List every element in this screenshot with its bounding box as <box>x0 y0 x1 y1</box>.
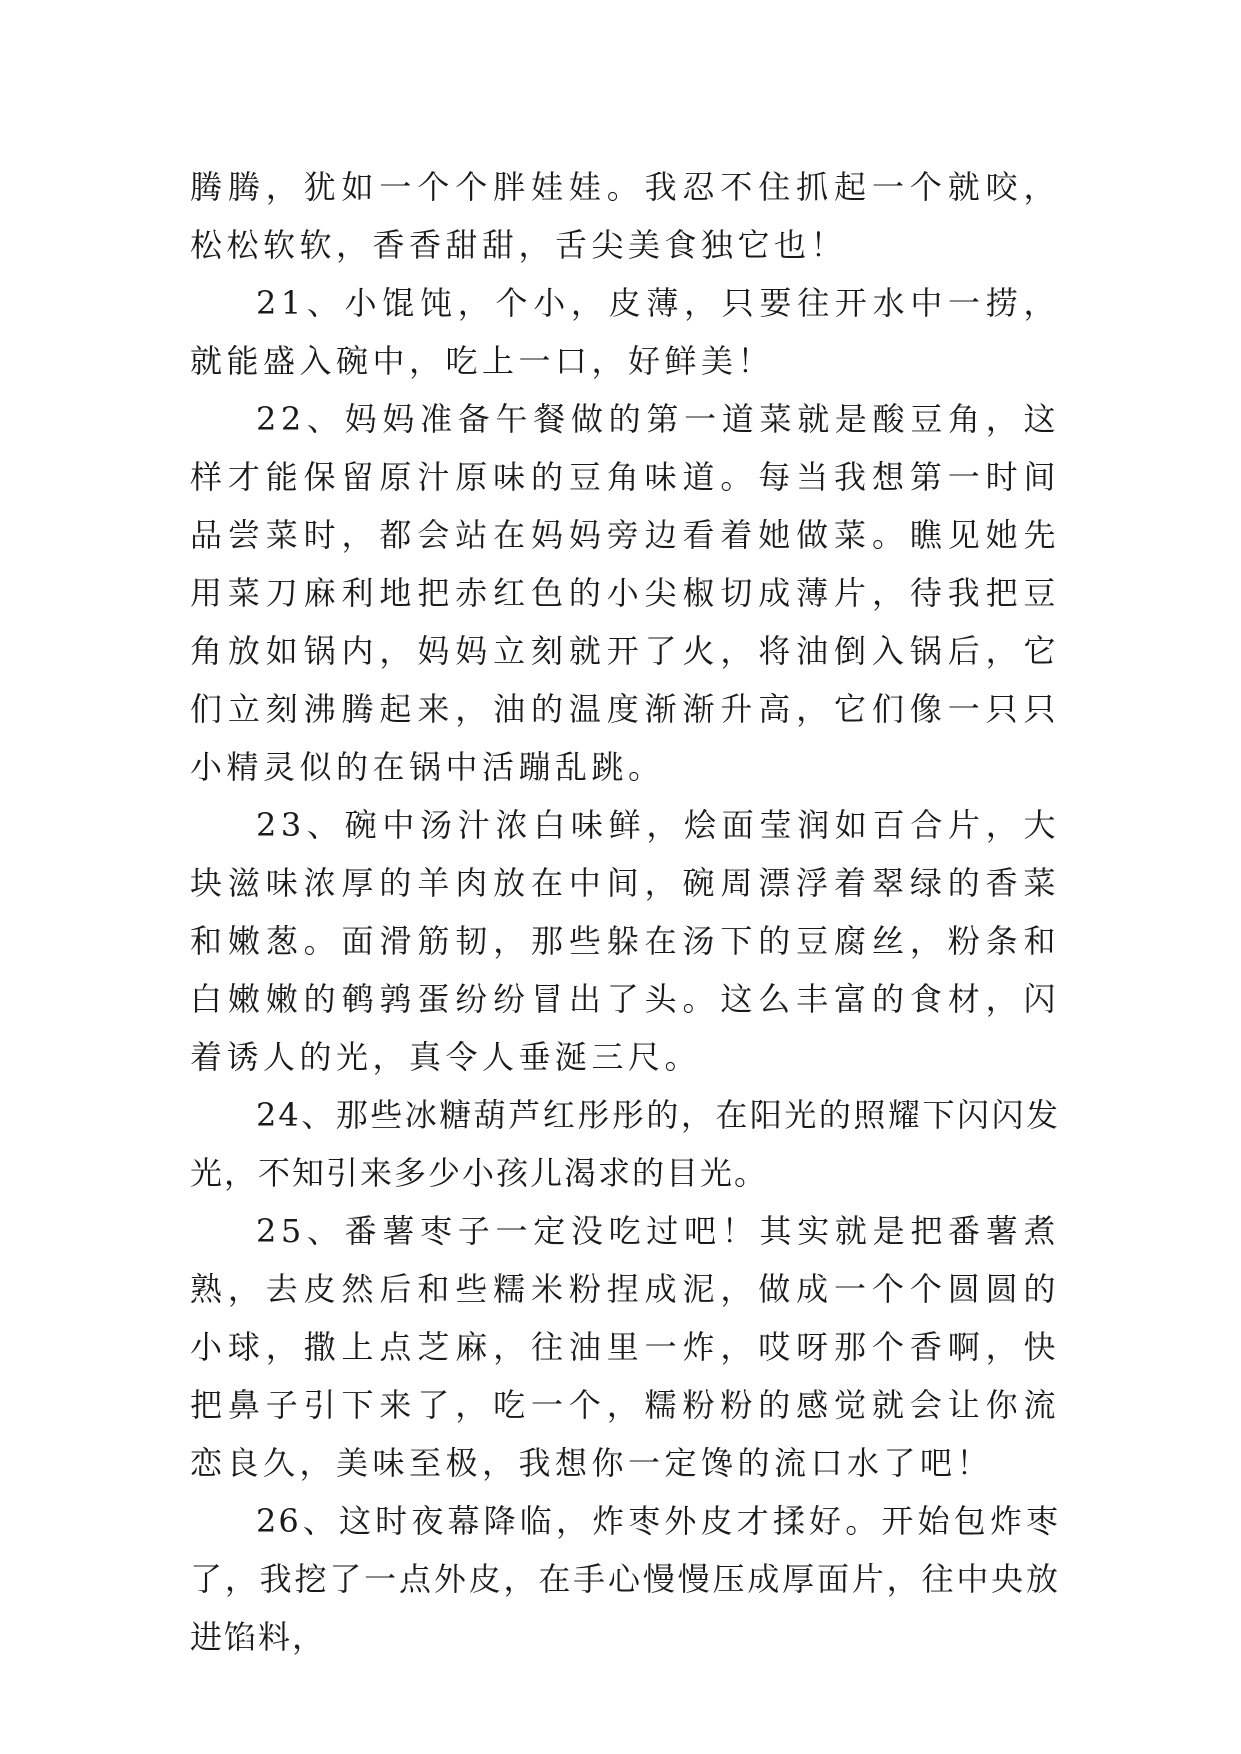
body-text <box>190 158 1060 1666</box>
paragraph-20-continued: 腾腾，犹如一个个胖娃娃。我忍不住抓起一个就咬，松松软软，香香甜甜，舌尖美食独它也！ <box>190 168 1060 264</box>
paragraph-26: 26、这时夜幕降临，炸枣外皮才揉好。开始包炸枣了，我挖了一点外皮，在手心慢慢压成厚面片，往中央放进馅料， <box>190 1502 1060 1656</box>
paragraph-25: 25、番薯枣子一定没吃过吧！其实就是把番薯煮熟，去皮然后和些糯米粉捏成泥，做成一个个圆圆的小球，撒上点芝麻，往油里一炸，哎呀那个香啊，快把鼻子引下来了，吃一个，糯粉粉的感觉就会让你流恋良久，美味至极，我想你一定馋的流口水了吧！ <box>190 1212 1060 1482</box>
paragraph-24: 24、那些冰糖葫芦红彤彤的，在阳光的照耀下闪闪发光，不知引来多少小孩儿渴求的目光。 <box>190 1096 1060 1192</box>
paragraph-23: 23、碗中汤汁浓白味鲜，烩面莹润如百合片，大块滋味浓厚的羊肉放在中间，碗周漂浮着翠绿的香菜和嫩葱。面滑筋韧，那些躲在汤下的豆腐丝，粉条和白嫩嫩的鹌鹑蛋纷纷冒出了头。这么丰富的食材，闪着诱人的光，真令人垂涎三尺。 <box>190 806 1060 1076</box>
paragraph-21: 21、小馄饨，个小，皮薄，只要往开水中一捞，就能盛入碗中，吃上一口，好鲜美！ <box>190 284 1060 380</box>
paragraph-22: 22、妈妈准备午餐做的第一道菜就是酸豆角，这样才能保留原汁原味的豆角味道。每当我想第一时间品尝菜时，都会站在妈妈旁边看着她做菜。瞧见她先用菜刀麻利地把赤红色的小尖椒切成薄片，待我把豆角放如锅内，妈妈立刻就开了火，将油倒入锅后，它们立刻沸腾起来，油的温度渐渐升高，它们像一只只小精灵似的在锅中活蹦乱跳。 <box>190 400 1060 786</box>
